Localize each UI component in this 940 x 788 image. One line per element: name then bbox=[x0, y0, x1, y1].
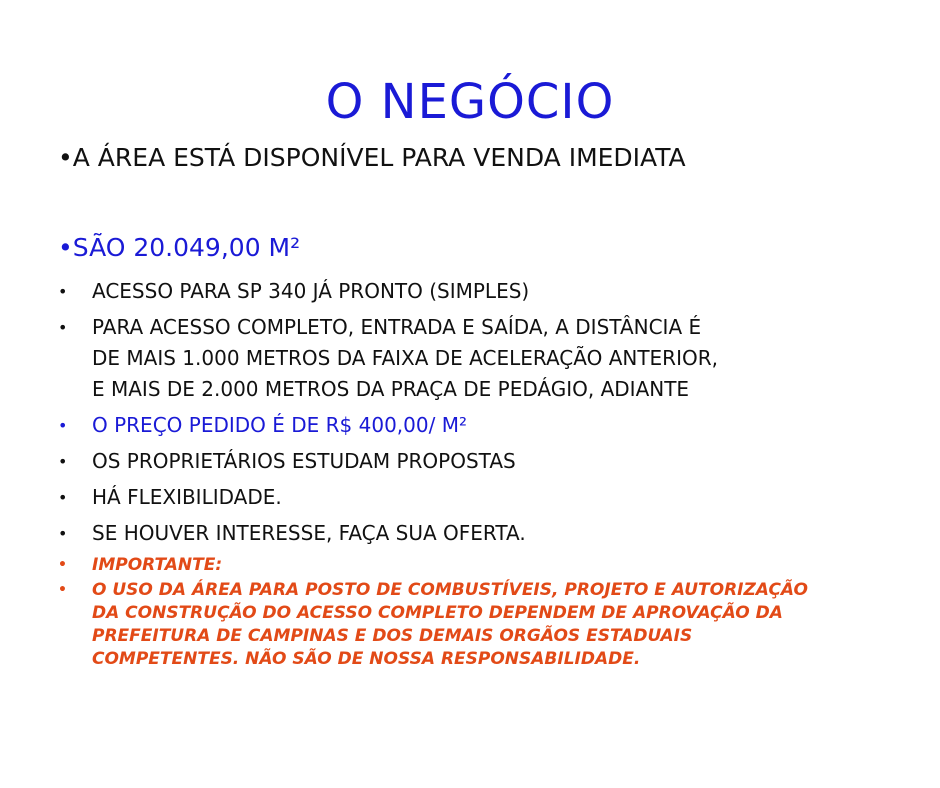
bullet-icon: • bbox=[58, 416, 68, 435]
list-item-text-line: PREFEITURA DE CAMPINAS E DOS DEMAIS ORGÃOS ESTADUAIS bbox=[92, 626, 693, 646]
bullet-icon: • bbox=[58, 452, 68, 471]
headline-availability: •A ÁREA ESTÁ DISPONÍVEL PARA VENDA IMEDIATA bbox=[58, 143, 686, 172]
list-item-text: ACESSO PARA SP 340 JÁ PRONTO (SIMPLES) bbox=[92, 279, 530, 303]
details-list bbox=[58, 276, 918, 673]
list-item-important-label bbox=[58, 554, 918, 577]
list-item-text-line: DE MAIS 1.000 METROS DA FAIXA DE ACELERAÇÃO ANTERIOR, bbox=[92, 346, 718, 370]
list-item-access-ready bbox=[58, 276, 918, 307]
list-item-text: O PREÇO PEDIDO É DE R$ 400,00/ M² bbox=[92, 413, 467, 437]
bullet-icon: • bbox=[58, 318, 68, 337]
headline-area-size: •SÃO 20.049,00 M² bbox=[58, 233, 301, 262]
list-item-price bbox=[58, 410, 918, 441]
list-item-make-offer bbox=[58, 518, 918, 549]
list-item-disclaimer bbox=[58, 579, 918, 671]
list-item-text-line: PARA ACESSO COMPLETO, ENTRADA E SAÍDA, A DISTÂNCIA É bbox=[92, 315, 702, 339]
list-item-text-line: COMPETENTES. NÃO SÃO DE NOSSA RESPONSABILIDADE. bbox=[92, 649, 641, 669]
list-item-owners-proposals bbox=[58, 446, 918, 477]
list-item-text: IMPORTANTE: bbox=[92, 555, 223, 575]
bullet-icon: • bbox=[58, 524, 68, 543]
bullet-icon: • bbox=[58, 582, 67, 598]
list-item-text: OS PROPRIETÁRIOS ESTUDAM PROPOSTAS bbox=[92, 449, 516, 473]
page-title: O NEGÓCIO bbox=[325, 74, 615, 130]
list-item-text: HÁ FLEXIBILIDADE. bbox=[92, 485, 282, 509]
bullet-icon: • bbox=[58, 557, 67, 573]
list-item-text-line: O USO DA ÁREA PARA POSTO DE COMBUSTÍVEIS, PROJETO E AUTORIZAÇÃO bbox=[92, 580, 809, 600]
bullet-icon: • bbox=[58, 282, 68, 301]
list-item-flexibility bbox=[58, 482, 918, 513]
list-item-text-line: E MAIS DE 2.000 METROS DA PRAÇA DE PEDÁGIO, ADIANTE bbox=[92, 377, 690, 401]
list-item-text: SE HOUVER INTERESSE, FAÇA SUA OFERTA. bbox=[92, 521, 526, 545]
list-item-full-access bbox=[58, 312, 918, 405]
list-item-text-line: DA CONSTRUÇÃO DO ACESSO COMPLETO DEPENDEM DE APROVAÇÃO DA bbox=[92, 603, 783, 623]
bullet-icon: • bbox=[58, 488, 68, 507]
